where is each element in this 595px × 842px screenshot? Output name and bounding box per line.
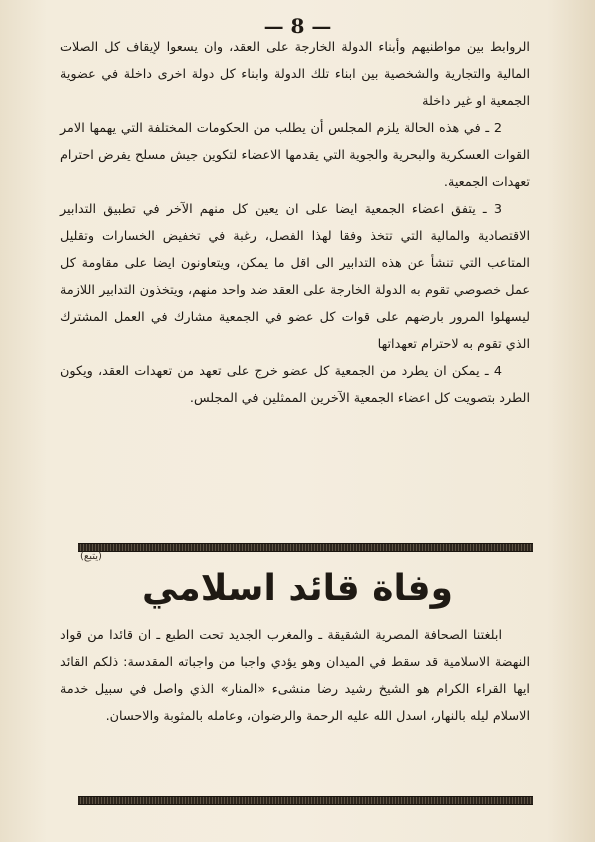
- continued-paragraph: الروابط بين مواطنيهم وأبناء الدولة الخارجة على العقد، وان يسعوا لإيقاف كل الصلات المالية والتجارية والشخصية بين ابناء تلك الدولة وابناء كل دولة اخرى داخلة في عضوية الجمعية او غير داخلة: [60, 40, 530, 109]
- to-be-continued-note: (يتبع): [80, 551, 102, 562]
- clause-3: 3 ـ يتفق اعضاء الجمعية ايضا على ان يعين كل منهم الآخر في تطبيق التدابير الاقتصادية والمالية التي تتخذ وفقا لهذا الفصل، رغبة في تخفيض الخسارات وتقليل المتاعب التي تنشأ عن هذه التدابير الى اقل ما يمكن، ويتعاونون ايضا على مقاومة كل عمل خصوصي تقوم به الدولة الخارجة على العقد ضد واحد منهم، ويتخذون التدابير اللازمة ليسهلوا المرور بارضهم على قوات كل عضو في الجمعية مشارك في العمل المشترك الذي تقوم به لاحترام تعهداتها: [60, 202, 530, 352]
- article-body: ابلغتنا الصحافة المصرية الشقيقة ـ والمغرب الجديد تحت الطبع ـ ان قائدا من قواد النهضة الاسلامية قد سقط في الميدان وهو يؤدي واجبا من واجباته المقدسة: ذلكم القائد ايها القراء الكرام هو الشيخ رشيد رضا منشىء «المنار» الذي واصل في سبيل خدمة الاسلام ليله بالنهار، اسدل الله عليه الرحمة والرضوان، وعامله بالمثوبة والاحسان.: [60, 628, 530, 724]
- page-number: — 8 —: [263, 14, 332, 38]
- article-title: وفاة قائد اسلامي: [142, 568, 453, 609]
- clause-2: 2 ـ في هذه الحالة يلزم المجلس أن يطلب من الحكومات المختلفة التي يهمها الامر القوات العسكرية والبحرية والجوية التي يقدمها الاعضاء لتكوين جيش مسلح يفرض احترام تعهدات الجمعية.: [60, 121, 530, 190]
- section-divider: [78, 543, 533, 552]
- clause-4: 4 ـ يمكن ان يطرد من الجمعية كل عضو خرج على تعهد من تعهدات العقد، ويكون الطرد بتصويت كل اعضاء الجمعية الآخرين الممثلين في المجلس.: [60, 364, 530, 406]
- treaty-text: [60, 34, 530, 412]
- obituary-text: [60, 622, 530, 730]
- bottom-divider: [78, 796, 533, 805]
